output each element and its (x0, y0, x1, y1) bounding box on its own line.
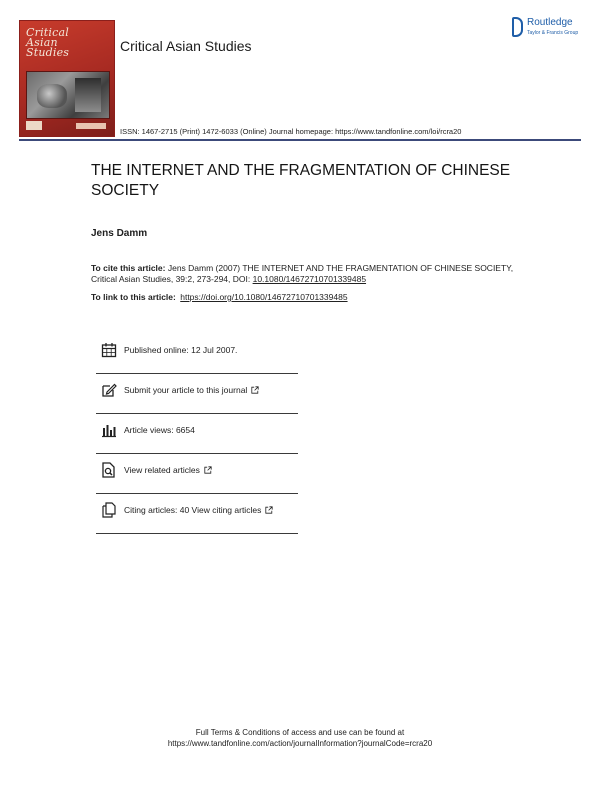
citation-label: To cite this article: (91, 263, 166, 273)
cover-badge (26, 121, 42, 130)
footer-terms-line: Full Terms & Conditions of access and use can be found at (195, 728, 405, 737)
journal-cover-image[interactable] (19, 20, 115, 137)
bar-chart-icon (101, 422, 117, 438)
submit-article-item[interactable] (96, 374, 298, 414)
journal-name[interactable]: Critical Asian Studies (120, 38, 252, 54)
cover-title: Critical Asian Studies (26, 26, 70, 59)
issn-text: ISSN: 1467-2715 (Print) 1472-6033 (Online) Journal homepage: (120, 127, 336, 136)
submit-article-link[interactable]: Submit your article to this journal (124, 385, 259, 395)
article-title: THE INTERNET AND THE FRAGMENTATION OF CHINESE SOCIETY (91, 162, 511, 199)
footer-terms-link[interactable]: https://www.tandfonline.com/action/journalInformation?journalCode=rcra20 (167, 739, 433, 748)
cover-photo (26, 71, 110, 119)
article-views-item (96, 414, 298, 454)
citation-doi-link[interactable]: 10.1080/14672710701339485 (252, 274, 367, 284)
article-views-label: Article views: 6654 (124, 425, 195, 435)
article-author: Jens Damm (91, 228, 148, 239)
issn-line (120, 127, 461, 136)
external-link-icon (265, 506, 273, 514)
citing-articles-link[interactable]: Citing articles: 40 View citing articles (124, 505, 273, 515)
related-articles-link[interactable]: View related articles (124, 465, 212, 475)
routledge-r-icon (512, 17, 523, 37)
header-divider (19, 139, 581, 141)
calendar-icon (101, 342, 117, 358)
citation-block (91, 263, 521, 285)
published-online-label: Published online: 12 Jul 2007. (124, 345, 238, 355)
related-articles-item[interactable] (96, 454, 298, 494)
publisher-logo[interactable] (512, 15, 592, 43)
edit-icon (101, 382, 117, 398)
publisher-tagline: Taylor & Francis Group (527, 30, 579, 36)
external-link-icon (204, 466, 212, 474)
cover-publisher-mark (76, 123, 106, 129)
search-document-icon (101, 462, 117, 478)
external-link-icon (251, 386, 259, 394)
article-link-block (91, 292, 521, 302)
citation-text: Jens Damm (2007) THE INTERNET AND THE FRAGMENTATION OF CHINESE SOCIETY, Critical Asian Studies, 39:2, 273-294, DOI: (91, 263, 514, 284)
article-link-label: To link to this article: (91, 292, 176, 302)
publisher-name: Routledge (527, 17, 573, 28)
copy-document-icon (101, 502, 117, 518)
published-online-item (96, 334, 298, 374)
footer-terms (0, 727, 600, 749)
article-doi-link[interactable]: https://doi.org/10.1080/14672710701339485 (180, 292, 348, 302)
citing-articles-item[interactable] (96, 494, 298, 534)
journal-homepage-link[interactable]: https://www.tandfonline.com/loi/rcra20 (335, 127, 462, 136)
